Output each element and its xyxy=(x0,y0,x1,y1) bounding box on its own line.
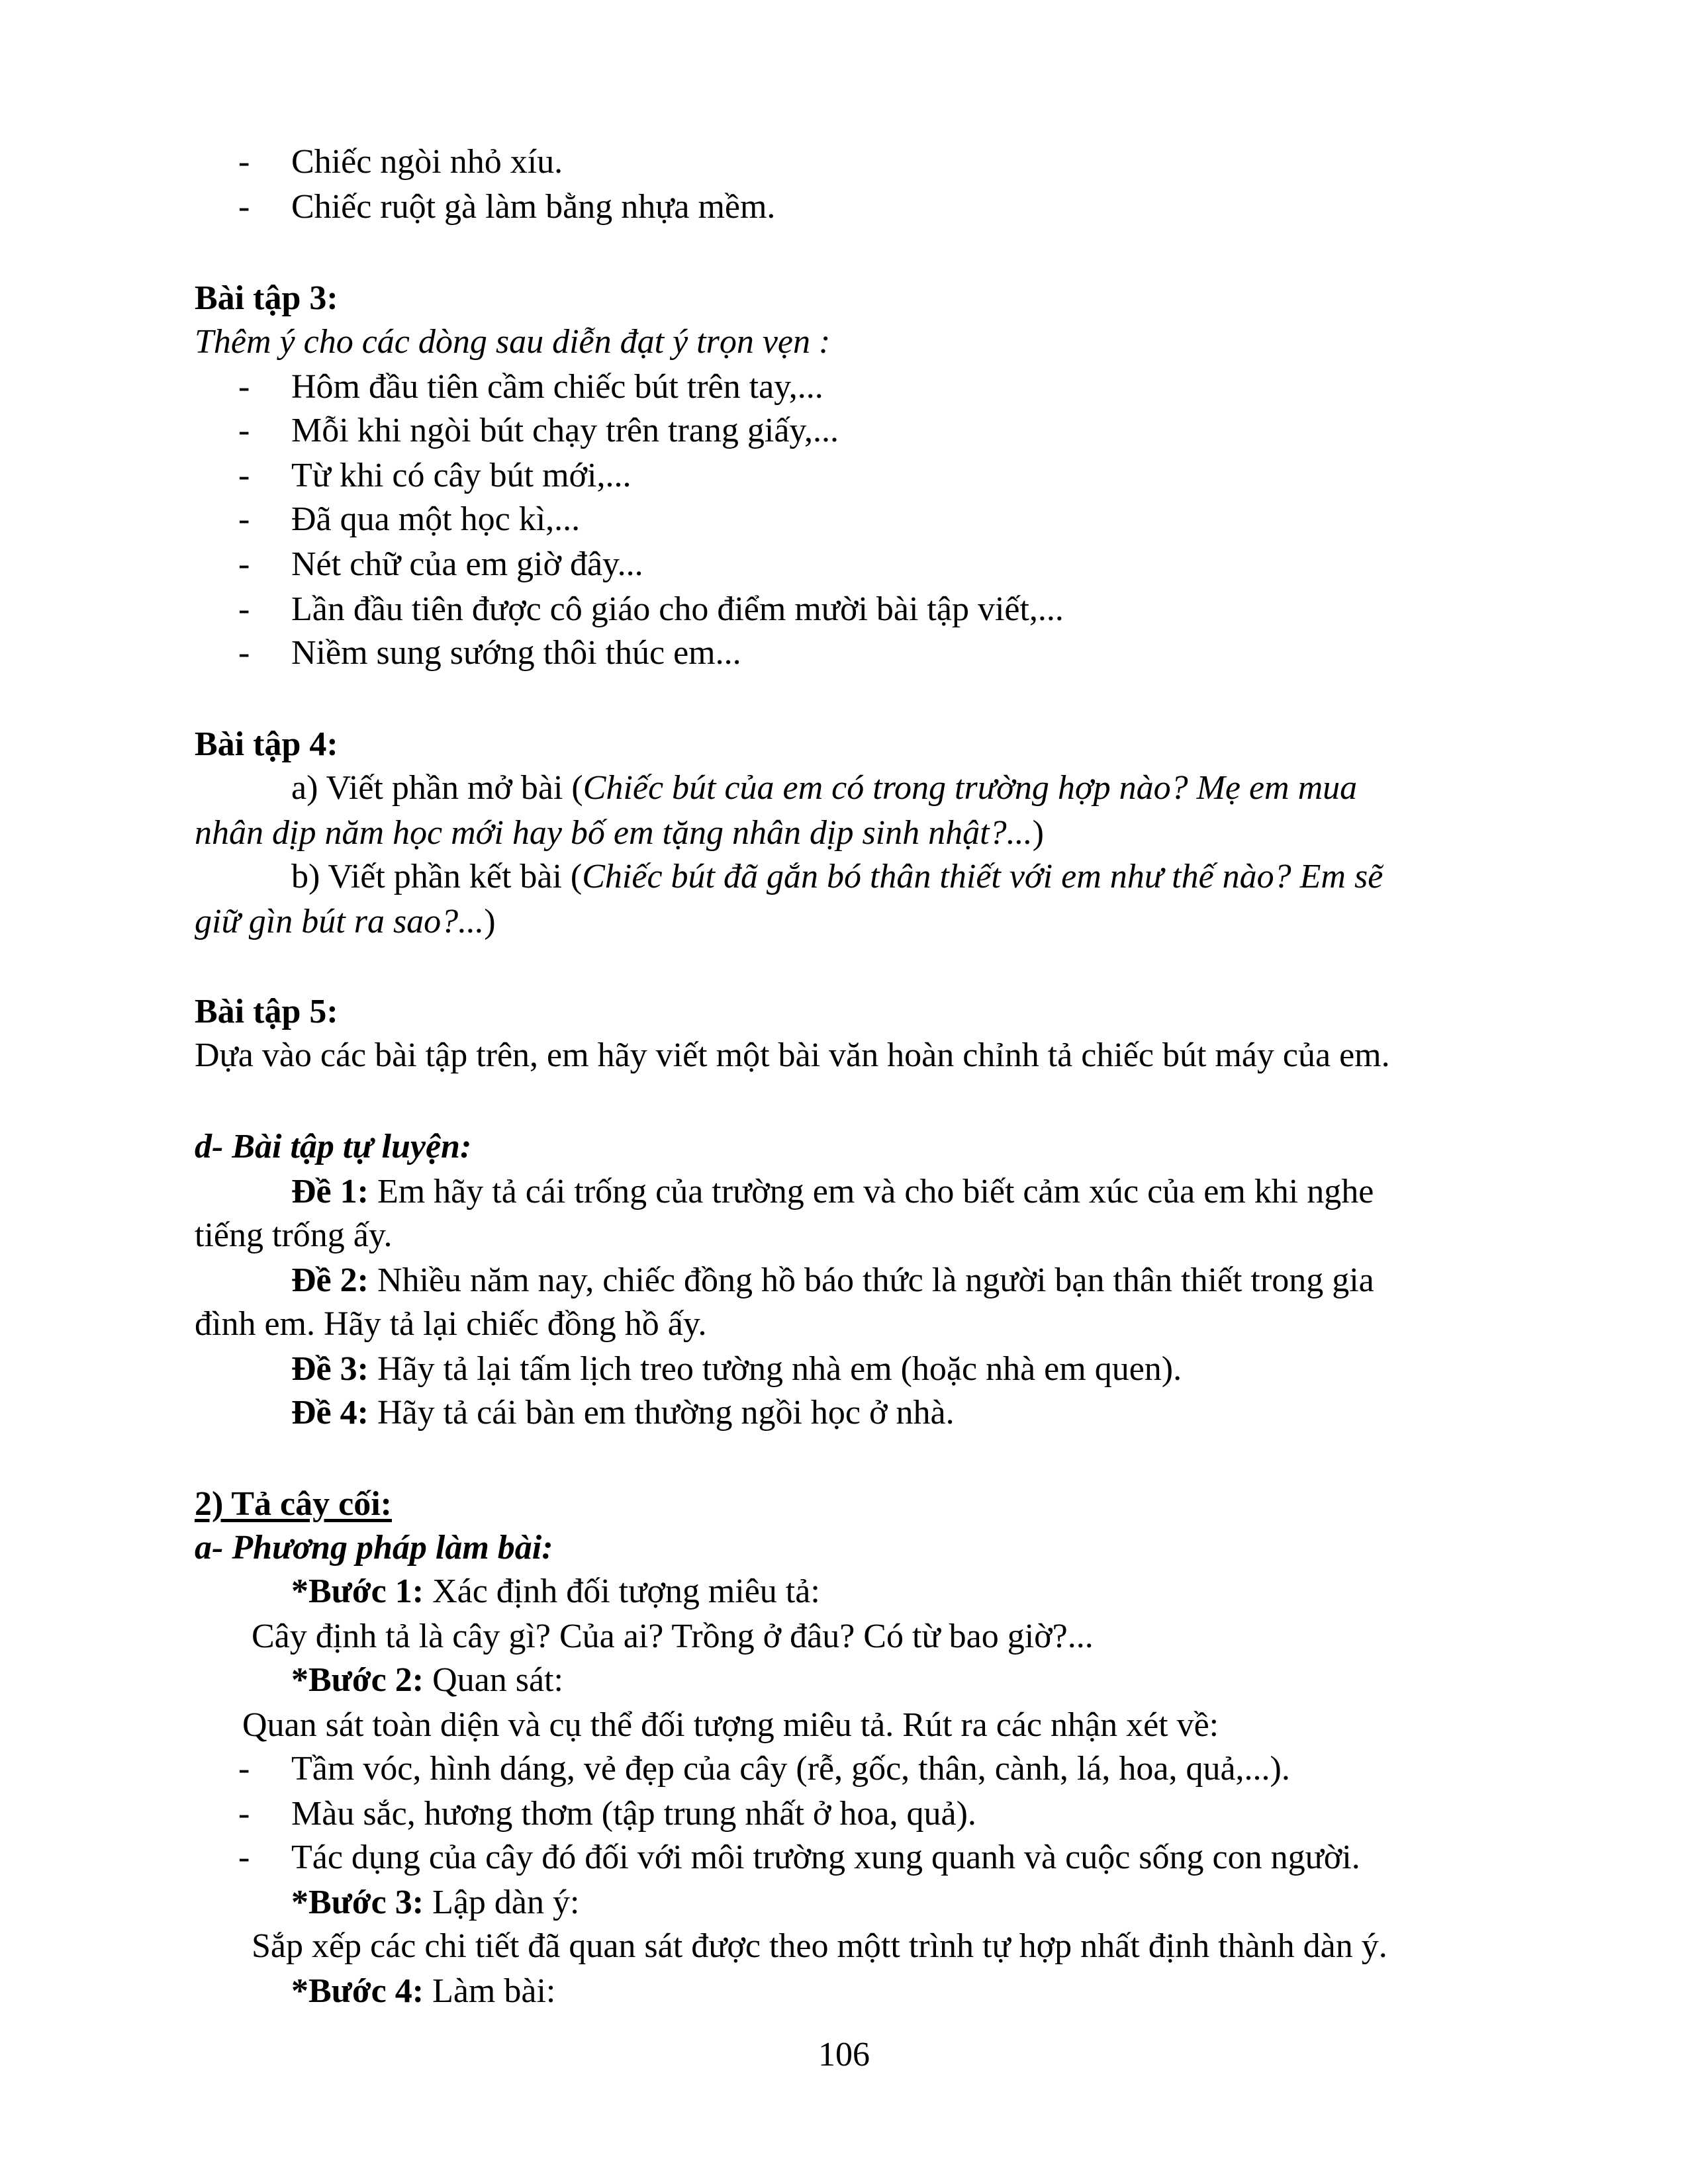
practice-de-3 xyxy=(291,1347,1182,1391)
de-1-label: Đề 1: xyxy=(291,1173,369,1210)
list-dash: - xyxy=(238,368,250,406)
exercise-4-part-b xyxy=(291,855,1383,899)
step-1 xyxy=(291,1570,820,1614)
de-1-text-cont: tiếng trống ấy. xyxy=(195,1216,393,1254)
step-3 xyxy=(291,1881,579,1925)
part-b-close: ) xyxy=(484,903,496,940)
list-item: Chiếc ruột gà làm bằng nhựa mềm. xyxy=(291,188,776,226)
list-item: Màu sắc, hương thơm (tập trung nhất ở hoa, quả). xyxy=(291,1795,976,1833)
page-number: 106 xyxy=(818,2036,870,2073)
exercise-3-title: Bài tập 3: xyxy=(195,279,338,317)
de-3-text: Hãy tả lại tấm lịch treo tường nhà em (hoặc nhà em quen). xyxy=(368,1350,1182,1388)
list-dash: - xyxy=(238,1839,250,1876)
list-item: Mỗi khi ngòi bút chạy trên trang giấy,... xyxy=(291,412,839,449)
practice-de-4 xyxy=(291,1391,955,1435)
practice-title: d- Bài tập tự luyện: xyxy=(195,1128,472,1165)
list-dash: - xyxy=(238,1750,250,1788)
step-2 xyxy=(291,1659,563,1702)
part-b-italic-cont: giữ gìn bút ra sao?... xyxy=(195,903,485,940)
practice-de-2 xyxy=(291,1259,1374,1302)
exercise-5-title: Bài tập 5: xyxy=(195,993,338,1030)
step-2-text: Quan sát: xyxy=(424,1661,563,1699)
part-a-close: ) xyxy=(1032,814,1044,852)
list-item: Lần đầu tiên được cô giáo cho điểm mười bài tập viết,... xyxy=(291,590,1064,628)
step-2-label: *Bước 2: xyxy=(291,1661,424,1699)
step-4-label: *Bước 4: xyxy=(291,1972,424,2010)
step-3-detail: Sắp xếp các chi tiết đã quan sát được theo mộtt trình tự hợp nhất định thành dàn ý. xyxy=(252,1927,1387,1965)
part-b-italic: Chiếc bút đã gắn bó thân thiết với em như thế nào? Em sẽ xyxy=(582,858,1383,895)
method-title: a- Phương pháp làm bài: xyxy=(195,1529,553,1567)
list-item: Nét chữ của em giờ đây... xyxy=(291,545,643,583)
practice-de-1 xyxy=(291,1170,1374,1214)
step-1-label: *Bước 1: xyxy=(291,1572,424,1610)
list-dash: - xyxy=(238,412,250,449)
list-item: Tầm vóc, hình dáng, vẻ đẹp của cây (rễ, gốc, thân, cành, lá, hoa, quả,...). xyxy=(291,1750,1290,1788)
section-2-title: 2) Tả cây cối: xyxy=(195,1485,392,1523)
list-dash: - xyxy=(238,188,250,226)
exercise-4-part-a xyxy=(291,766,1357,810)
list-item: Tác dụng của cây đó đối với môi trường xung quanh và cuộc sống con người. xyxy=(291,1839,1360,1876)
exercise-4-part-a-cont xyxy=(195,811,1044,855)
list-dash: - xyxy=(238,545,250,583)
list-dash: - xyxy=(238,590,250,628)
de-2-text: Nhiều năm nay, chiếc đồng hồ báo thức là người bạn thân thiết trong gia xyxy=(368,1261,1374,1299)
exercise-4-title: Bài tập 4: xyxy=(195,725,338,763)
list-dash: - xyxy=(238,1795,250,1833)
list-item: Chiếc ngòi nhỏ xíu. xyxy=(291,143,563,181)
list-item: Niềm sung sướng thôi thúc em... xyxy=(291,634,741,672)
exercise-3-instruction: Thêm ý cho các dòng sau diễn đạt ý trọn vẹn : xyxy=(195,323,831,361)
part-a-italic-cont: nhân dịp năm học mới hay bố em tặng nhân dịp sinh nhật?... xyxy=(195,814,1033,852)
de-4-text: Hãy tả cái bàn em thường ngồi học ở nhà. xyxy=(368,1394,955,1432)
exercise-4-part-b-cont xyxy=(195,900,496,944)
exercise-5-text: Dựa vào các bài tập trên, em hãy viết một bài văn hoàn chỉnh tả chiếc bút máy của em. xyxy=(195,1036,1390,1074)
list-dash: - xyxy=(238,634,250,672)
step-3-text: Lập dàn ý: xyxy=(424,1884,580,1921)
de-3-label: Đề 3: xyxy=(291,1350,369,1388)
list-item: Đã qua một học kì,... xyxy=(291,500,581,538)
part-a-label: a) Viết phần mở bài ( xyxy=(291,769,583,807)
step-2-detail: Quan sát toàn diện và cụ thể đối tượng miêu tả. Rút ra các nhận xét về: xyxy=(242,1706,1219,1744)
de-2-text-cont: đình em. Hãy tả lại chiếc đồng hồ ấy. xyxy=(195,1305,707,1343)
de-4-label: Đề 4: xyxy=(291,1394,369,1432)
step-4-text: Làm bài: xyxy=(424,1972,556,2010)
list-dash: - xyxy=(238,500,250,538)
list-item: Từ khi có cây bút mới,... xyxy=(291,457,632,494)
step-1-text: Xác định đối tượng miêu tả: xyxy=(424,1572,820,1610)
step-1-detail: Cây định tả là cây gì? Của ai? Trồng ở đâu? Có từ bao giờ?... xyxy=(252,1617,1094,1655)
list-dash: - xyxy=(238,457,250,494)
part-b-label: b) Viết phần kết bài ( xyxy=(291,858,583,895)
step-4 xyxy=(291,1970,555,2013)
de-1-text: Em hãy tả cái trống của trường em và cho biết cảm xúc của em khi nghe xyxy=(368,1173,1374,1210)
list-item: Hôm đầu tiên cầm chiếc bút trên tay,... xyxy=(291,368,823,406)
de-2-label: Đề 2: xyxy=(291,1261,369,1299)
step-3-label: *Bước 3: xyxy=(291,1884,424,1921)
list-dash: - xyxy=(238,143,250,181)
part-a-italic: Chiếc bút của em có trong trường hợp nào? Mẹ em mua xyxy=(583,769,1358,807)
